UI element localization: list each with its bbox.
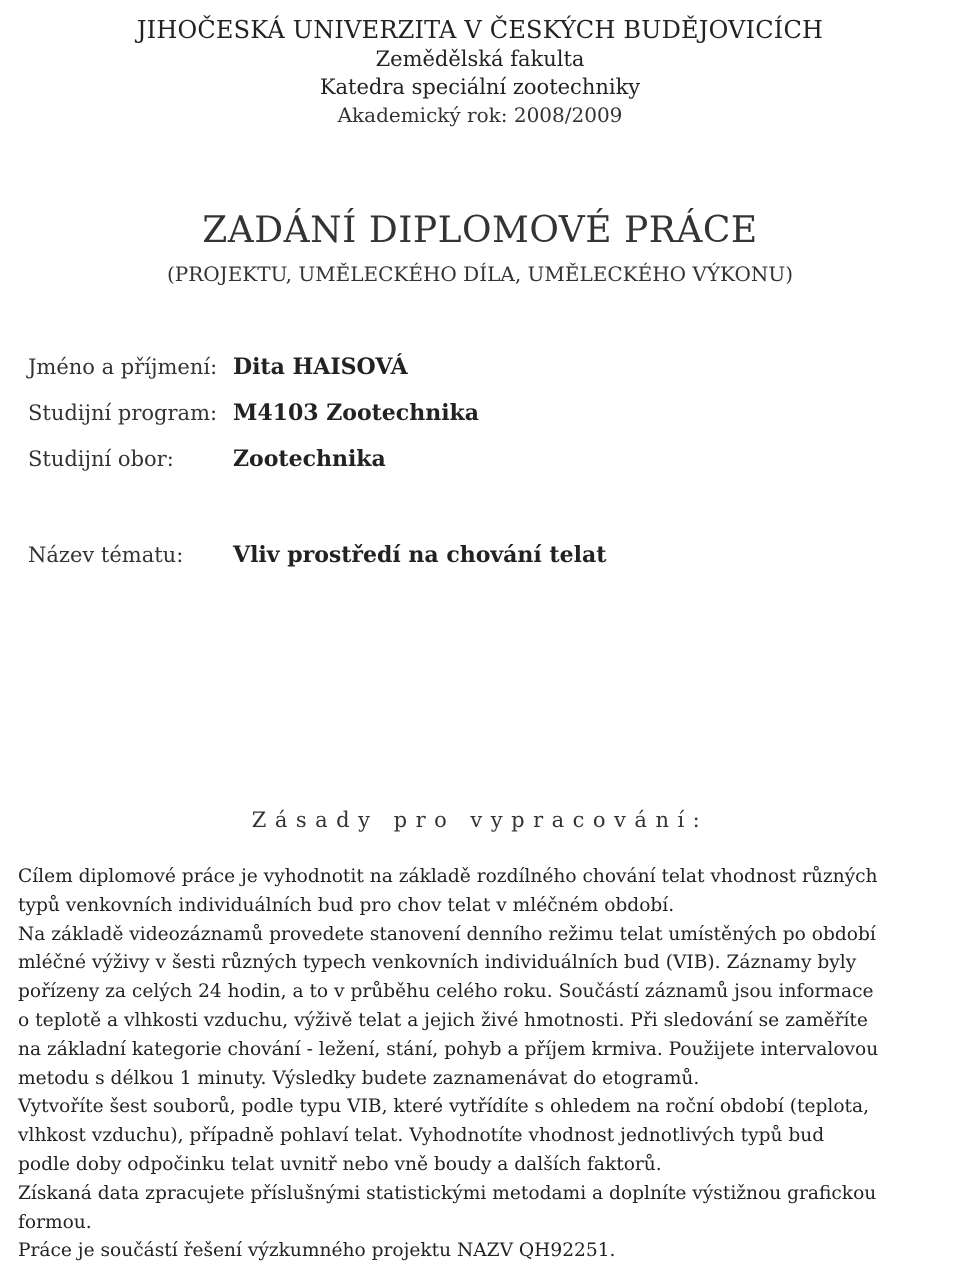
text-line: Vytvoříte šest souborů, podle typu VIB, které vytřídíte s ohledem na roční období (teplota, (18, 1096, 870, 1118)
text-line: typů venkovních individuálních bud pro chov telat v mléčném období. (18, 894, 675, 916)
topic-value: Vliv prostředí na chování telat (233, 542, 607, 568)
name-value: Dita HAISOVÁ (233, 354, 408, 380)
text-line: podle doby odpočinku telat uvnitř nebo vně boudy a dalších faktorů. (18, 1153, 662, 1175)
department-name: Katedra speciální zootechniky (319, 75, 641, 99)
text-line: vlhkost vzduchu), případně pohlaví telat. Vyhodnotíte vhodnost jednotlivých typů bud (18, 1125, 825, 1147)
text-line: Práce je součástí řešení výzkumného projektu NAZV QH92251. (18, 1240, 616, 1262)
academic-year: Akademický rok: 2008/2009 (337, 103, 623, 127)
guidelines-text (18, 863, 946, 1266)
text-line: formou. (18, 1211, 92, 1233)
text-line: Získaná data zpracujete příslušnými statistickými metodami a doplníte výstižnou grafickou (18, 1182, 877, 1204)
text-line: pořízeny za celých 24 hodin, a to v průběhu celého roku. Součástí záznamů jsou informace (18, 981, 874, 1003)
document-subtitle: (PROJEKTU, UMĚLECKÉHO DÍLA, UMĚLECKÉHO VÝKONU) (166, 262, 794, 286)
text-line: Na základě videozáznamů provedete stanovení denního režimu telat umístěných po období (18, 923, 876, 945)
text-line: metodu s délkou 1 minuty. Výsledky budete zaznamenávat do etogramů. (18, 1067, 700, 1089)
document-title: ZADÁNÍ DIPLOMOVÉ PRÁCE (202, 210, 758, 251)
faculty-name: Zemědělská fakulta (375, 47, 585, 71)
text-line: Cílem diplomové práce je vyhodnotit na základě rozdílného chování telat vhodnost různých (18, 866, 878, 887)
program-label: Studijní program: (28, 401, 218, 425)
text-line: mléčné výživy v šesti různých typech venkovních individuálních bud (VIB). Záznamy byly (18, 952, 857, 974)
text-line: o teplotě a vlhkosti vzduchu, výživě telat a jejich živé hmotnosti. Při sledování se zaměříte (18, 1009, 868, 1031)
program-value: M4103 Zootechnika (233, 400, 480, 426)
field-label: Studijní obor: (28, 447, 174, 471)
text-line: na základní kategorie chování - ležení, stání, pohyb a příjem krmiva. Použijete intervalovou (18, 1038, 879, 1060)
university-name: JIHOČESKÁ UNIVERZITA V ČESKÝCH BUDĚJOVICÍCH (136, 16, 824, 44)
field-value: Zootechnika (233, 446, 386, 472)
name-label: Jméno a příjmení: (28, 355, 218, 379)
topic-label: Název tématu: (28, 543, 184, 567)
section-heading: Zásady pro vypracování: (251, 808, 709, 832)
